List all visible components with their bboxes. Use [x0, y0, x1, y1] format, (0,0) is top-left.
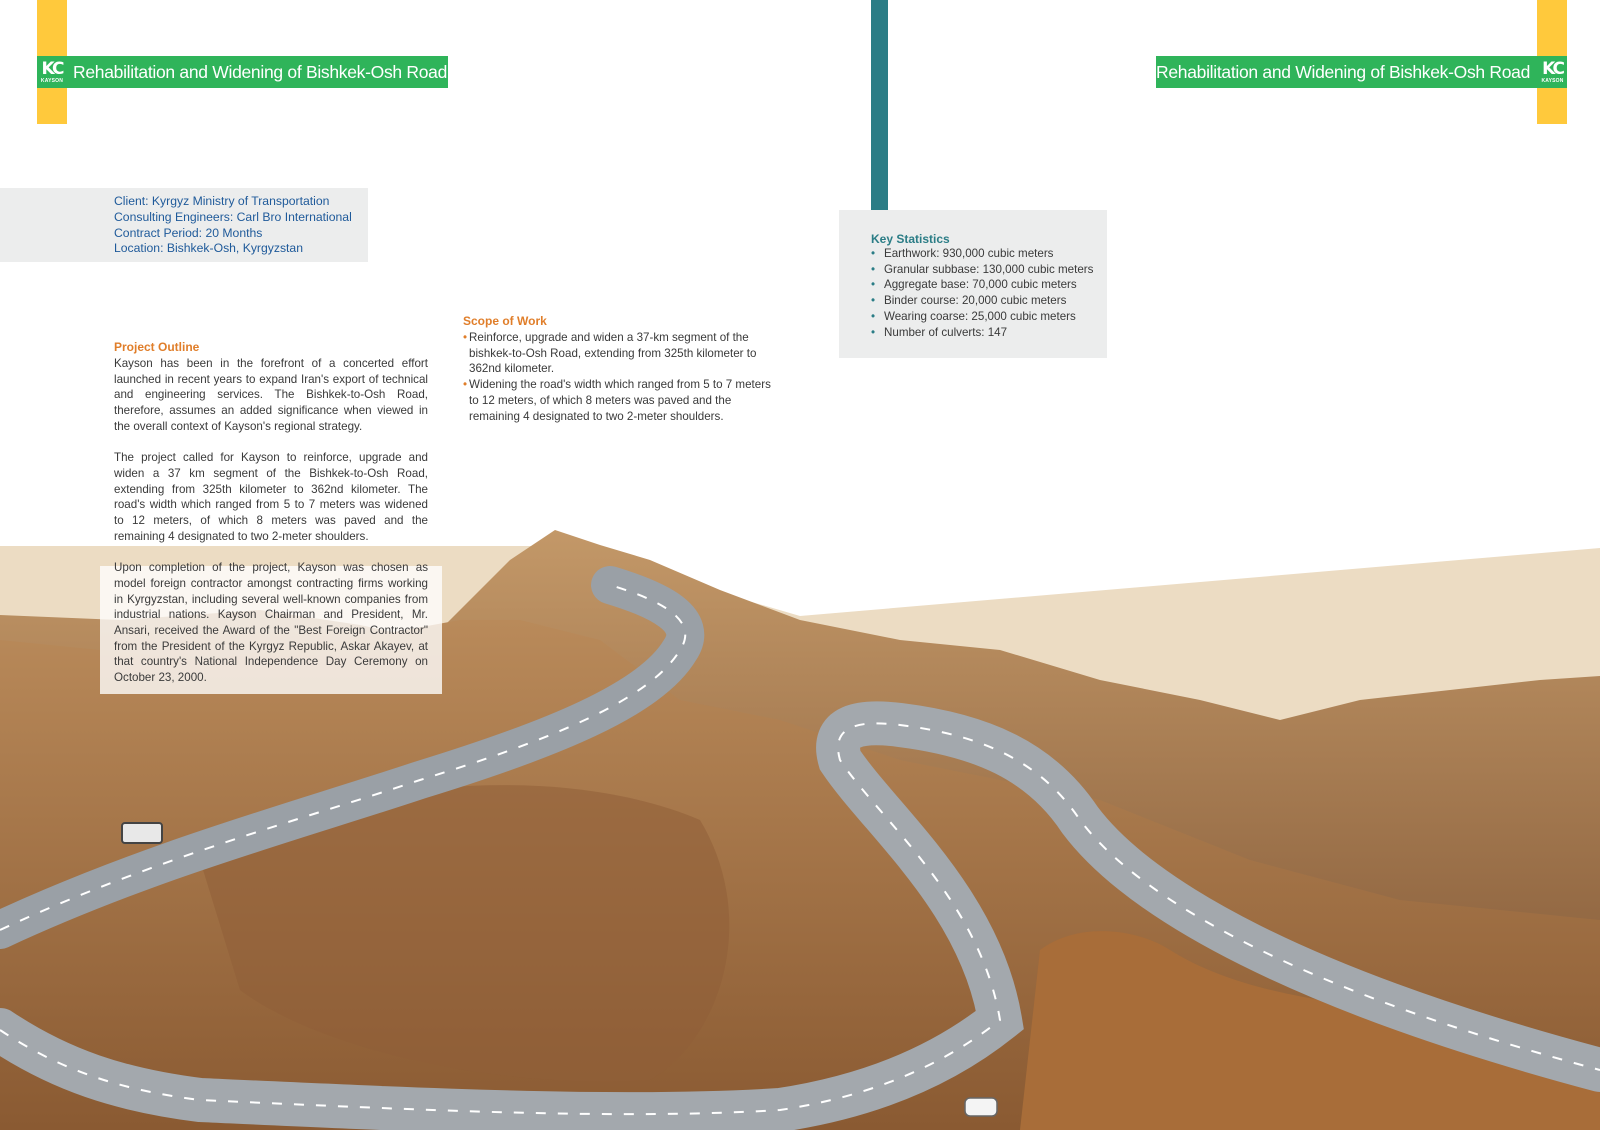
list-item — [463, 377, 781, 424]
stat-text: Wearing coarse: 25,000 cubic meters — [884, 309, 1076, 323]
teal-accent-bar — [871, 0, 888, 226]
list-item — [871, 293, 1107, 309]
scope-of-work-title: Scope of Work — [463, 314, 547, 328]
kayson-logo — [37, 56, 67, 88]
key-statistics-box — [839, 210, 1107, 358]
scope-of-work-section — [463, 314, 781, 424]
scope-list — [463, 330, 781, 424]
header-band-left — [37, 56, 448, 88]
project-outline-section — [114, 340, 428, 701]
logo-mark: KC — [1542, 58, 1563, 79]
bullet-icon: • — [463, 331, 468, 344]
stat-text: Aggregate base: 70,000 cubic meters — [884, 278, 1077, 292]
logo-mark: KC — [41, 58, 63, 79]
project-outline-body — [114, 356, 428, 686]
list-item — [871, 325, 1107, 341]
stat-text: Granular subbase: 130,000 cubic meters — [884, 262, 1094, 276]
stat-text: Binder course: 20,000 cubic meters — [884, 294, 1067, 308]
bullet-icon: • — [463, 378, 468, 392]
client-line: Client: Kyrgyz Ministry of Transportation — [114, 194, 330, 208]
list-item — [871, 262, 1107, 278]
key-statistics-title: Key Statistics — [871, 232, 950, 246]
page-title-right: Rehabilitation and Widening of Bishkek-Osh Road — [1156, 61, 1531, 82]
client-info-box — [0, 188, 368, 262]
stat-text: Number of culverts: 147 — [884, 325, 1008, 339]
stat-text: Earthwork: 930,000 cubic meters — [884, 247, 1054, 260]
engineers-line: Consulting Engineers: Carl Bro International — [114, 209, 352, 224]
list-item — [871, 246, 1107, 262]
stats-list — [871, 246, 1107, 340]
logo-word: KAYSON — [40, 77, 64, 84]
bullet-icon: • — [871, 247, 876, 260]
list-item — [871, 309, 1107, 325]
list-item — [463, 330, 781, 377]
list-item — [871, 277, 1107, 293]
contract-period-line: Contract Period: 20 Months — [114, 225, 263, 240]
bullet-icon: • — [871, 278, 876, 292]
bullet-icon: • — [871, 262, 876, 276]
logo-word: KAYSON — [1541, 77, 1564, 84]
location-line: Location: Bishkek-Osh, Kyrgyzstan — [114, 241, 303, 256]
outline-paragraph: The project called for Kayson to reinforce, upgrade and widen a 37 km segment of the Bishkek-to-Osh Road, extending from 325th kilometer to 362nd kilometer. The road's width which ranged from 5 to 7 meters was widened to 12 meters, of which 8 meters was paved and the remaining 4 designated to two 2-meter shoulders. — [114, 451, 428, 543]
project-outline-title: Project Outline — [114, 340, 200, 354]
scope-item-text: Widening the road's width which ranged from 5 to 7 meters to 12 meters, of which 8 meters was paved and the remaining 4 designated to two 2-meter shoulders. — [469, 378, 771, 423]
kayson-logo — [1538, 56, 1567, 88]
scope-item-text: Reinforce, upgrade and widen a 37-km segment of the bishkek-to-Osh Road, extending from 325th kilometer to 362nd kilometer. — [469, 331, 757, 376]
bullet-icon: • — [871, 294, 876, 308]
page-title-left: Rehabilitation and Widening of Bishkek-Osh Road — [73, 61, 448, 82]
bullet-icon: • — [871, 309, 876, 323]
outline-paragraph: Kayson has been in the forefront of a concerted effort launched in recent years to expand Iran's export of technical and engineering services. The Bishkek-to-Osh Road, therefore, assumes an added significance when viewed in the overall context of Kayson's regional strategy. — [114, 357, 428, 433]
header-band-right — [1156, 56, 1567, 88]
bullet-icon: • — [871, 325, 876, 339]
outline-paragraph: Upon completion of the project, Kayson was chosen as model foreign contractor amongst contracting firms working in Kyrgyzstan, including several well-known companies from industrial nations. Kayson Chairman and President, Mr. Ansari, received the Award of the "Best Foreign Contractor" from the President of the Kyrgyz Republic, Askar Akayev, at that country's National Independence Day Ceremony on October 23, 2000. — [114, 561, 428, 685]
